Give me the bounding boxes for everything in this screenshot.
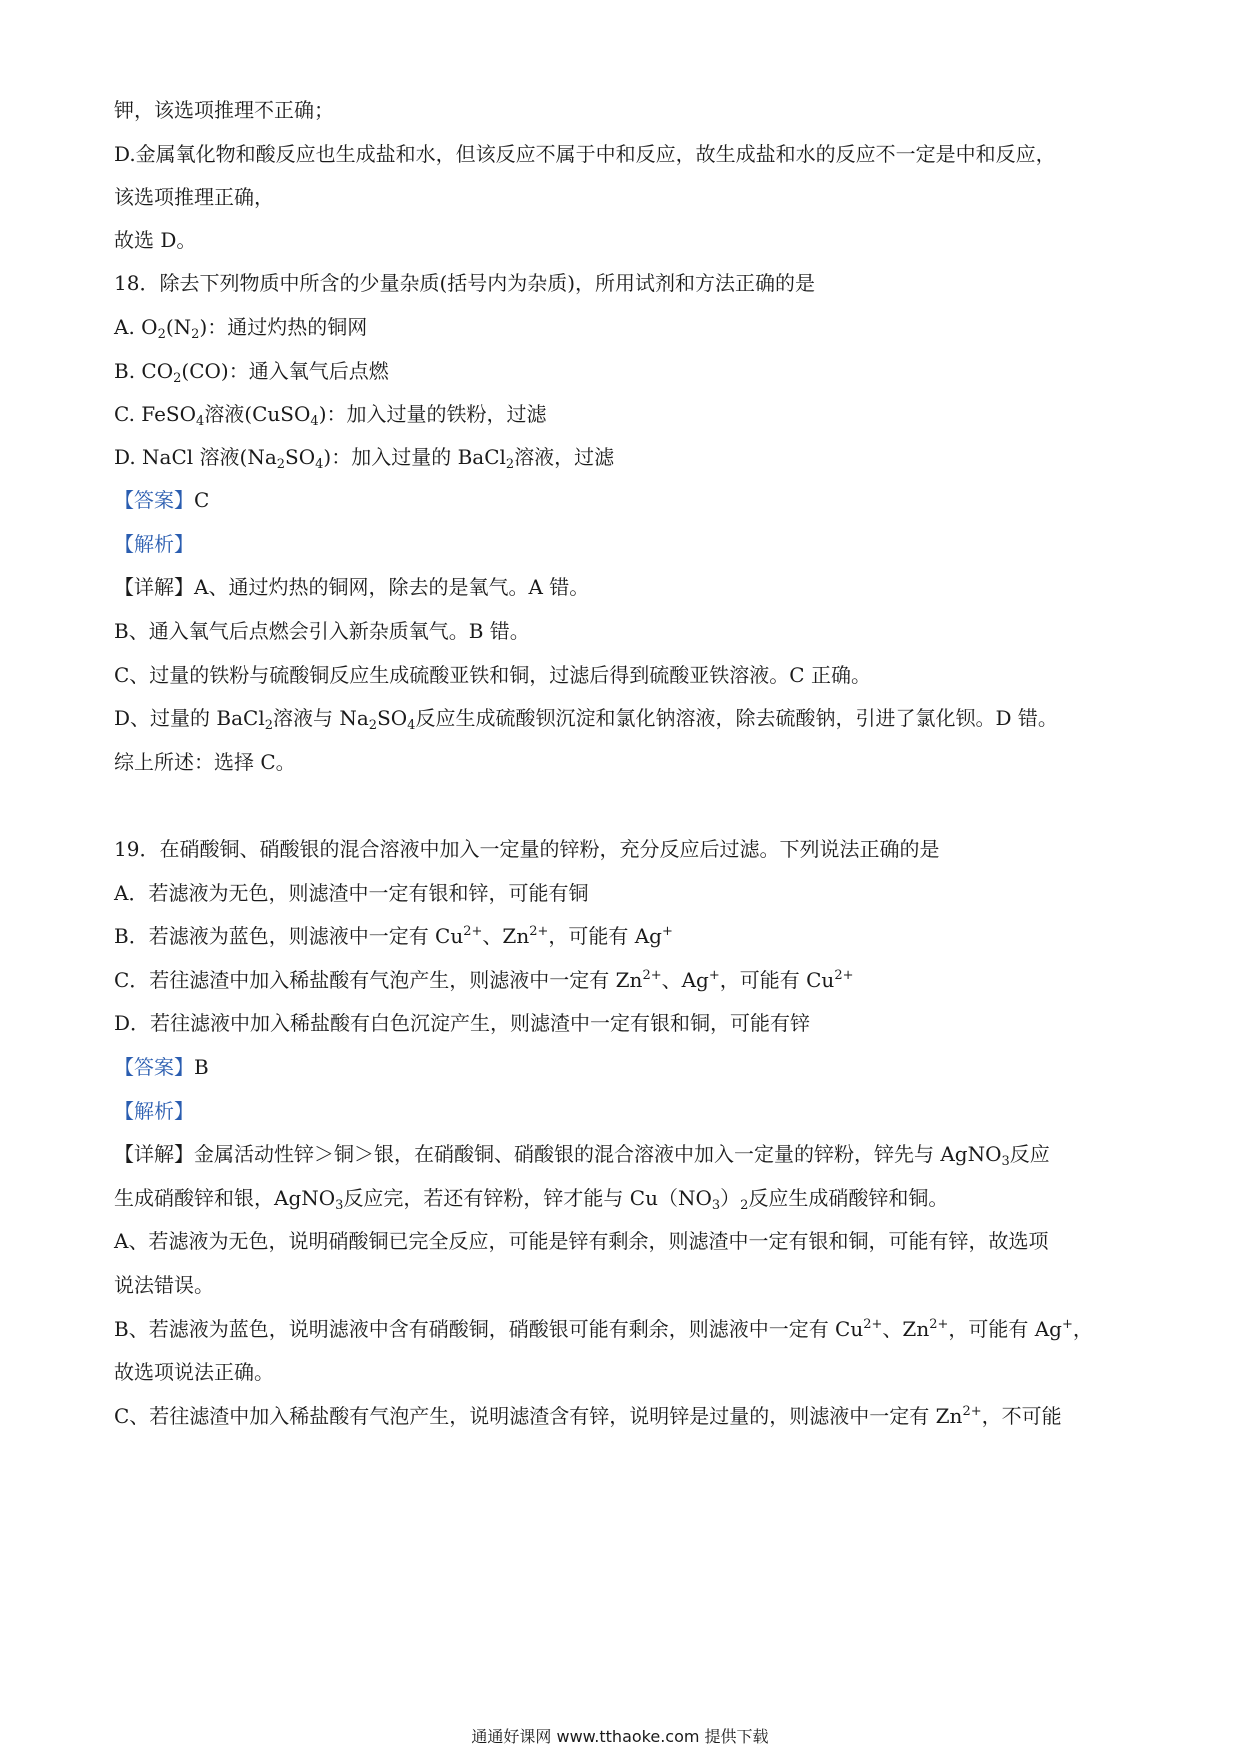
q19-explain-1: 【详解】金属活动性锌＞铜＞银，在硝酸铜、硝酸银的混合溶液中加入一定量的锌粉，锌先与 AgNO$_3$反应	[114, 1142, 1050, 1169]
answer-tag: 【答案】	[114, 488, 194, 512]
q18-analysis-tag: 【解析】	[114, 532, 194, 556]
page-footer: 通通好课网 www.tthaoke.com 提供下载	[471, 1727, 769, 1746]
q19-option-d: D．若往滤液中加入稀盐酸有白色沉淀产生，则滤渣中一定有银和铜，可能有锌	[114, 1011, 811, 1035]
q19-answer: 【答案】B	[114, 1055, 209, 1079]
q18-option-d: D. NaCl 溶液$(Na_2SO_4)$：加入过量的 BaCl$_2$溶液，过滤	[114, 445, 615, 472]
q18-detail-3: C、过量的铁粉与硫酸铜反应生成硫酸亚铁和铜，过滤后得到硫酸亚铁溶液。C 正确。	[114, 663, 871, 687]
q18-summary: 综上所述：选择 C。	[114, 750, 296, 774]
q18-option-b: B. $CO_2(CO)$：通入氧气后点燃	[114, 359, 389, 386]
q19-analysis-tag: 【解析】	[114, 1099, 194, 1123]
q19-option-a: A．若滤液为无色，则滤渣中一定有银和锌，可能有铜	[114, 881, 589, 905]
prev-line-3: 该选项推理正确，	[114, 185, 274, 209]
q19-explain-5: B、若滤液为蓝色，说明滤液中含有硝酸铜，硝酸银可能有剩余，则滤液中一定有 $Cu^{2+}$、$Zn^{2+}$，可能有 Ag+，	[114, 1317, 1093, 1341]
q18-detail-4: D、过量的 BaCl$_2$溶液与 $Na_2SO_4$反应生成硫酸钡沉淀和氯化钠溶液，除去硫酸钠，引进了氯化钡。D 错。	[114, 706, 1058, 733]
q19-explain-3: A、若滤液为无色，说明硝酸铜已完全反应，可能是锌有剩余，则滤渣中一定有银和铜，可能有锌，故选项	[114, 1229, 1049, 1253]
q18-option-c: C. FeSO$_4$溶液(CuSO$_4$)：加入过量的铁粉，过滤	[114, 402, 547, 429]
q19-explain-4: 说法错误。	[114, 1273, 214, 1297]
q19-stem: 19．在硝酸铜、硝酸银的混合溶液中加入一定量的锌粉，充分反应后过滤。下列说法正确的是	[114, 837, 940, 861]
prev-line-4: 故选 D。	[114, 228, 197, 252]
answer-tag: 【答案】	[114, 1055, 194, 1079]
q19-option-c: C．若往滤渣中加入稀盐酸有气泡产生，则滤液中一定有 $Zn^{2+}$、Ag+，可能有 $Cu^{2+}$	[114, 968, 854, 992]
q19-explain-6: 故选项说法正确。	[114, 1360, 274, 1384]
q19-option-b: B．若滤液为蓝色，则滤液中一定有 $Cu^{2+}$、$Zn^{2+}$，可能有 Ag+	[114, 924, 673, 948]
q18-answer: 【答案】C	[114, 488, 210, 512]
q19-explain-2: 生成硝酸锌和银，AgNO$_3$反应完，若还有锌粉，锌才能与 $Cu(NO_3)_2$反应生成硝酸锌和铜。	[114, 1186, 949, 1213]
q19-explain-7: C、若往滤渣中加入稀盐酸有气泡产生，说明滤渣含有锌，说明锌是过量的，则滤液中一定有 $Zn^{2+}$，不可能	[114, 1404, 1062, 1428]
prev-line-1: 钾，该选项推理不正确；	[114, 98, 334, 122]
prev-line-2: D.金属氧化物和酸反应也生成盐和水，但该反应不属于中和反应，故生成盐和水的反应不一定是中和反应，	[114, 142, 1056, 166]
q18-stem: 18．除去下列物质中所含的少量杂质(括号内为杂质)，所用试剂和方法正确的是	[114, 271, 816, 295]
q18-option-a: A. $O_2(N_2)$：通过灼热的铜网	[114, 315, 368, 342]
q18-detail-1: 【详解】A、通过灼热的铜网，除去的是氧气。A 错。	[114, 575, 590, 599]
q18-detail-2: B、通入氧气后点燃会引入新杂质氧气。B 错。	[114, 619, 530, 643]
